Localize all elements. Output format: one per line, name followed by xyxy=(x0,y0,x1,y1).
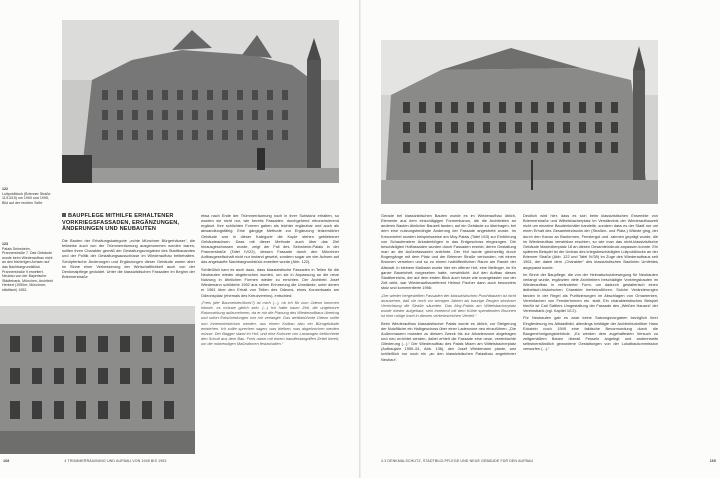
paragraph: etwa nach Ende der Trümmerräumung noch in ihrer Substanz erhalten, so wurden sie nicht nur, wie bereits Fassaden, durchgehend rekonstruierend ergänzt. Ihre schlichten Formen gaben als leichter ergänzbar und auch als abwandlungsfähig. Eine gängige Methode zur Ergänzung teilzerstörter Gebäude war in dieser Kategorie die Kopie stehen gebliebener Gebäudeachsen. Dass mit dieser Methode auch über das Ziel hinausgeschossen wurde, zeigt der Fall des Seinsheim-Palais in der Prannerstraße (Tafel IV/22), dessen Fassade durch den Münchner Aufbaugesellschaft nicht nur instand gesetzt, sondern sogar um vier Achsen auf das angekaufte Nachbargrundstück erweitert wurde (Abb. 122). xyxy=(201,213,339,265)
left-text-column-1 xyxy=(62,238,195,281)
paragraph: Beim Wiederaufbau klassizistischer Palais wurde es üblich, zur Steigerung der Nutzfläche ein Halbgeschoss über einer Ladenzone neu einzuführen. „Die Außenmauern mussten zu diesem Zweck bis zur Arkadenzone abgetragen und neu errichtet werden, dabei erhielt die Fassade eine neue, vereinfachte Gliederung (...).“ Der Wiederaufbau des Palais Miaen am Wittelsbacherplatz (Aufbaujahr 1950–51, Abb. 136), den Josef Wiedemann plante, war schließlich nur noch ein „an den klassizistischen Palastbau angelehnter Neubau“. xyxy=(381,320,516,362)
paragraph: Die Bauten der Erhaltungskategorie „echte Münchner Bürgerhäuser“, die teilweise auch von der Trümmerräumung ausgenommen worden waren, sollten ihren Charakter gemäß der Gestaltungsvorgaben des Stadtbauamtes und der Politik der Gestaltungsausschüsse im Wiederaufbau beibehalten. Schöpferische Änderungen und Ergänzungen dieser Gebäude waren aber im Sinne einer Verbesserung der Wirtschaftlichkeit auch von der Denkmalpflege geduldet. Unter die klassizistischen Fassaden im Beginn der Briennerstraße xyxy=(62,238,195,280)
caption-text: Palais Seinsheim, Prannerstraße 7. Das Gebäude wurde beim Wiederaufbau nicht an den bisherigen Achsen auf das Nachbargrundstück Prannerstraße 9 erweitert. Neubau von der Bayerische Städtebank, München, Architekt Herbert (1950er; Münchner, städtisch) 1952. xyxy=(2,246,53,292)
left-page xyxy=(0,0,359,478)
page-number: 169 xyxy=(709,459,716,463)
right-text-column-1 xyxy=(381,213,516,364)
paragraph: Deutlich wird hier, dass es sich beim klassizistischen Ensemble von Briennerstraße und Wittelsbacherplatz im Verständnis der Wiederaufbauzeit nicht um einzelne Baudenkmäler handelte, sondern dass es der Stadt nur um einen Erhalt des Gesamteindrucks der (Straßen- und Platz-) Wände ging, der durch den Kanon an Bauformen, Fenstergut und -rahmen geprägt wurde, die im Wiederaufbau verwirkbar erschien, so wie man das nicht-klassizistische Gebäude Maximilienplatz 18 an diesen Gesamteindruck anpassen konnte. Ein späteres Beispiel ist der Umbau des kriegsbeschädigten Luitpoldblocks an der Brienner Straße (Abb. 122 und Tafel IV/39) im Zuge des Wiederaufbaus seit 1961, der dabei dem „Charakter“ des klassizistischen Baulinien Umfeldes angepasst wurde. xyxy=(523,213,658,270)
paragraph: Gerade bei klassizistischen Bauten wurde es im Wiederaufbau üblich, Elemente aus dem einschlägigen Formenkanon, die die Architekten an anderen Bauten ähnlicher Bauzeit fanden, auf ein Gebäude zu übertragen, bei dem eine nutzungsbedingte Änderung der Fassade angestrebt wurde. Im Kreuzviertel wurden beispielsweise am Moy-Palais (Tafel I/43) zur Einführung von Schaufenstern Arkadenbögen in das Erdgeschoss eingezogen. Die beschädigten Hoffassaden wurden durch Fassaden ersetzt, deren Gestaltung man an die Außenfassaden anlehnte. Der Hof wurde gleichzeitig durch Bogengänge mit dem Platz und der Brienner Straße verbunden, mit einem Brunnen versehen und so zu einem halböffentlichen Raum am Rande der Altstadt. In kleinem Maßstab wurde hier ein offener Hof, eine Meilinger, im für ganze Baueinheit vorgesehen hatte, verwirklicht. Auf den Aufbau dieses Stadtbereichs, der auf dem ersten Blick auch heute wie unangetastet von der Zeit wirkt, war Wiederaufbaureferent Helmut Fischer dann auch besonders stolz und kommentierte 1956: xyxy=(381,213,516,291)
paragraph: Für Neubauten gab es zwar keine Satzungsvorgaben bezüglich ihrer Eingliederung ins Altstadtbild, allerdings betätigte der Architekturkritiker Hans Eckstein noch 1949 eine faktische Bevormundung durch die Baugenehmigungsbehörde. „Es werden dem zugehaftesten Versuch zu zeitgemäßem Bauen überall Fesseln angelegt und andererseits selbstverständlich gewordene Gestaltungen von der Lokalbaukommission verworfen (...).“ xyxy=(523,315,658,352)
left-footer xyxy=(3,459,167,463)
section-heading: BAUPFLEGE MITHILFE ERHALTENER VORKRIEGSFASSADEN, ERGÄNZUNGEN, ÄNDERUNGEN UND NEUBAUTEN xyxy=(62,213,180,233)
caption-123 xyxy=(2,242,54,293)
right-footer xyxy=(381,459,716,463)
left-text-column-2 xyxy=(201,213,339,348)
page-number: 168 xyxy=(3,459,10,463)
caption-text: Luitpoldblock (Brienner Straße 11/13/15) um 1900 und 1995, Bild auf der rechten Seite xyxy=(2,191,51,205)
caption-122 xyxy=(2,187,54,205)
right-page xyxy=(361,0,720,478)
caption-number: 122 xyxy=(2,187,8,191)
paragraph: Im Sinne der Baupflege, die von der Heimatschutzbewegung für Neubauten verlangt wurde, ergänzten viele Architekten beschädigte Vorkriegsbauten im Wiederaufbau in veränderter Form, um dadurch gestalterisch einen ästhetisch-historischen Charakter herbeizuführen. Solche Veränderungen fanden in der Regel als Purifizierungen im Abschlagen von Ornamenten, Vereinfachen von Fensterformen etc. statt. Ein charakteristisches Beispiel hierfür ist Carl Sattlers Umgestaltung der Fassade des „Weißen Hauses“ der Vereinsbank (vgl. Kapitel 10.2). xyxy=(523,271,658,313)
right-text-column-2 xyxy=(523,213,658,354)
palais-seinsheim-photo xyxy=(0,306,195,454)
luitpoldblock-historic-photo xyxy=(62,20,339,183)
running-footer: 4.3 DENKMALSCHUTZ, STADTBILD-PFLEGE UND NEUE GEBÄUDE FÜR DEN AUFBAU xyxy=(381,459,534,463)
luitpoldblock-modern-photo xyxy=(381,40,658,204)
heading-marker-icon xyxy=(62,213,66,217)
running-footer: 4 TRÜMMERRÄUMUNG UND AUFBAU VON 1945 BIS 1953 xyxy=(64,459,167,463)
quote-paragraph: „Freis (der Baumeister/Amts?) ist mich (...), ob ich für zum Odeon kommen könnte, es müsste gleich sein. (...) Ich hatte kaum Zeit, die ungeheure Raumwirkung aufzunehmen, da er mir die Planung des Wiederaufbaus übertrug und sofort Entscheidungen von mir verlangte. Das weltberühmte Odeon sollte nun Innenministerium werden, aus einem Kulttau also ein Bürogebäude entstehen. Ich sollte sprechen sagen, was bleiben, was abgebrochen werden müsse. Der Bagger stand im Hof, und eine Kolonne von Lastwagen befürchtete den Schutt aus dem Bau. Freis nannt mit einem handfestangriffen Zettel bereit, um die notwendigen Maßnahmen festzuhalten.“ xyxy=(201,299,339,347)
caption-number: 123 xyxy=(2,242,8,246)
paragraph: Schließlich kam es auch dazu, dass klassizistische Fassaden in Teilen für die Neubauten wieder abgebrochen wurden, um sie in Anpassung an die neue Nutzung in ähnlichen Formen wieder zu errichten. Der Architekt Josef Wiedemann schilderte 1992 aus seiner Erinnerung die Umstände, unter denen er 1961 über den Erhalt von Teilen des Odeons, eines Konzertsaals am Odeonsplatz (ehemals des Kreuzvereins), entschied: xyxy=(201,266,339,298)
quote-paragraph: „Der wieder hergestellten Fassaden der klassizistischen Prachtbauten ist nicht anzusehen, daß sie noch vor wenigen Jahren als traurige Zeugen sinnloser Vernichtung die Straße säumten. Das Moy-Palais am Wittelsbacherplatz wurde wieder aufgebaut, sein Innenhof mit dem Kühle spendenden Brunnen ist eine ruhige Insel in diesem verkehrsreichen Vierteil.“ xyxy=(381,292,516,319)
